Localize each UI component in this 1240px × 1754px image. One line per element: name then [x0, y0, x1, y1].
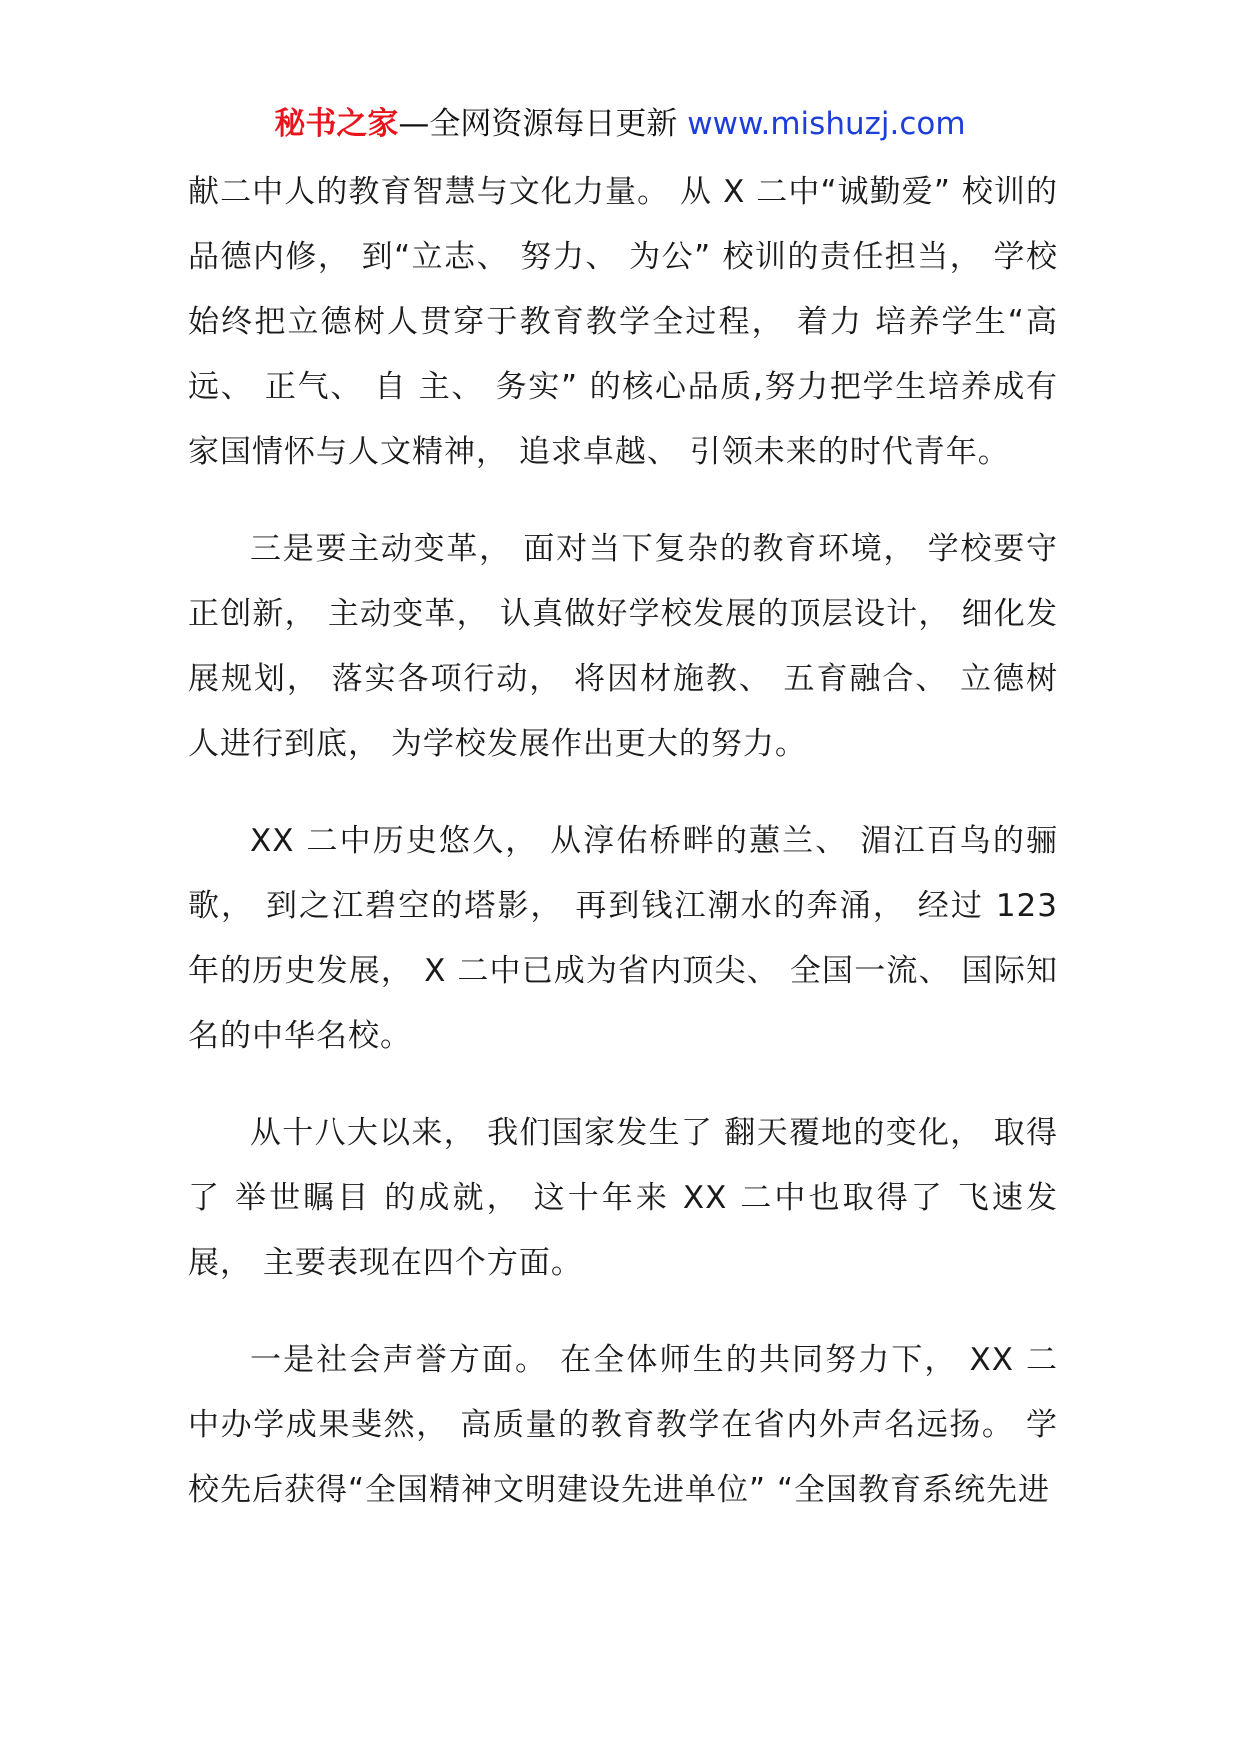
paragraph-development: 从十八大以来， 我们国家发生了 翻天覆地的变化， 取得了 举世瞩目 的成就， 这十年来 XX 二中也取得了 飞速发展， 主要表现在四个方面。: [188, 1115, 1058, 1281]
brand-name: 秘书之家: [274, 106, 399, 142]
header-tagline: —全网资源每日更新: [398, 106, 678, 142]
paragraph-history: XX 二中历史悠久， 从淳佑桥畔的蕙兰、 湄江百鸟的骊歌， 到之江碧空的塔影， 再到钱江潮水的奔涌， 经过 123 年的历史发展， X 二中已成为省内顶尖、 全国一流、 国际知名的中华名校。: [188, 823, 1058, 1054]
paragraph-continued: 献二中人的教育智慧与文化力量。 从 X 二中“诚勤爱” 校训的品德内修， 到“立志、 努力、 为公” 校训的责任担当， 学校始终把立德树人贯穿于教育教学全过程， 着力 培养学生“高远、 正气、 自 主、 务实” 的核心品质,努力把学生培养成有家国情怀与人文精神， 追求卓越、 引领未来的时代青年。: [188, 174, 1058, 470]
paragraph-reform: 三是要主动变革， 面对当下复杂的教育环境， 学校要守正创新， 主动变革， 认真做好学校发展的顶层设计， 细化发展规划， 落实各项行动， 将因材施教、 五育融合、 立德树人进行到底， 为学校发展作出更大的努力。: [188, 531, 1058, 762]
paragraph-reputation: 一是社会声誉方面。 在全体师生的共同努力下， XX 二中办学成果斐然， 高质量的教育教学在省内外声名远扬。 学校先后获得“全国精神文明建设先进单位” “全国教育系统先进: [188, 1342, 1058, 1508]
site-url-link[interactable]: www.mishuzj.com: [687, 106, 966, 142]
site-header: [0, 102, 1240, 146]
document-body: [188, 160, 1058, 1555]
